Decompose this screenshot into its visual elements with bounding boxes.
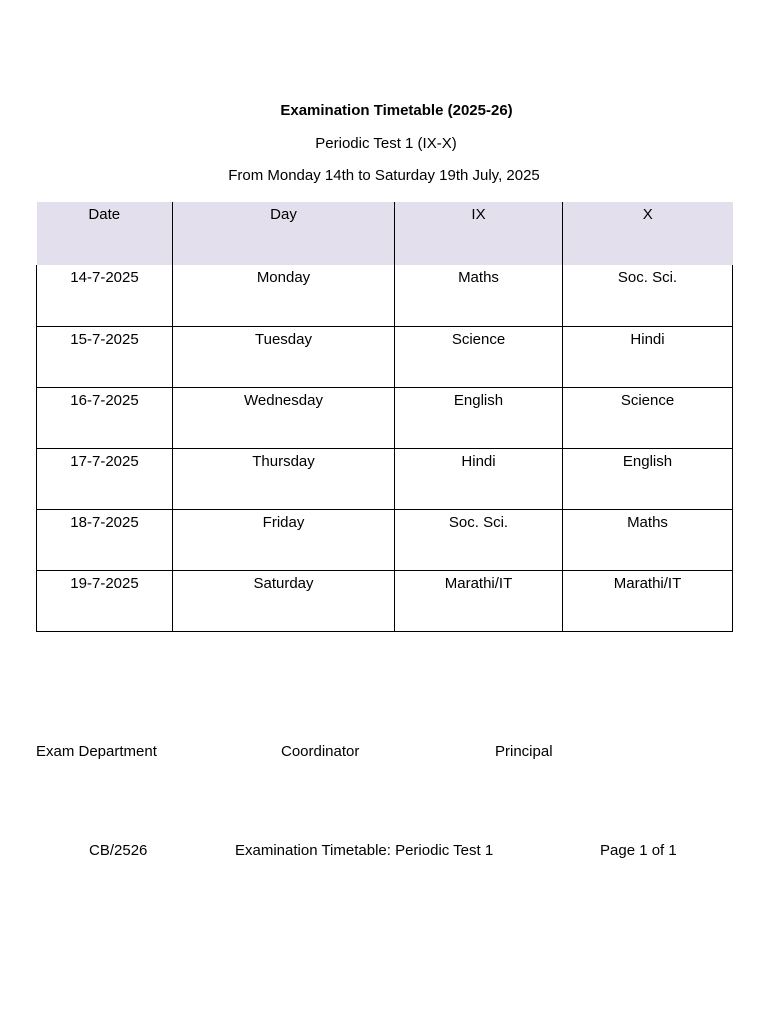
cell-ix-subject: Hindi: [395, 448, 563, 509]
cell-x-subject: Soc. Sci.: [563, 265, 733, 326]
column-header-day: Day: [173, 202, 395, 265]
signature-principal: Principal: [495, 743, 553, 760]
column-header-ix: IX: [395, 202, 563, 265]
cell-ix-subject: English: [395, 387, 563, 448]
cell-day: Thursday: [173, 448, 395, 509]
table-row: [37, 570, 733, 631]
cell-day: Saturday: [173, 570, 395, 631]
timetable: [36, 202, 733, 632]
document-title: Examination Timetable (2025-26): [280, 102, 513, 119]
cell-day: Monday: [173, 265, 395, 326]
cell-x-subject: Maths: [563, 509, 733, 570]
cell-ix-subject: Soc. Sci.: [395, 509, 563, 570]
footer-document-code: CB/2526: [89, 842, 148, 859]
cell-date: 14-7-2025: [37, 265, 173, 326]
column-header-x: X: [563, 202, 733, 265]
footer-document-title: Examination Timetable: Periodic Test 1: [235, 842, 494, 859]
cell-day: Wednesday: [173, 387, 395, 448]
table-header-row: [37, 202, 733, 265]
cell-x-subject: English: [563, 448, 733, 509]
table-row: [37, 448, 733, 509]
column-header-date: Date: [37, 202, 173, 265]
cell-day: Friday: [173, 509, 395, 570]
footer-page-number: Page 1 of 1: [600, 842, 677, 859]
cell-day: Tuesday: [173, 326, 395, 387]
cell-ix-subject: Maths: [395, 265, 563, 326]
cell-x-subject: Marathi/IT: [563, 570, 733, 631]
cell-x-subject: Science: [563, 387, 733, 448]
table-row: [37, 509, 733, 570]
date-range: From Monday 14th to Saturday 19th July, 2025: [228, 167, 540, 184]
cell-ix-subject: Marathi/IT: [395, 570, 563, 631]
table-row: [37, 265, 733, 326]
table-row: [37, 326, 733, 387]
table-row: [37, 387, 733, 448]
signature-exam-department: Exam Department: [36, 743, 157, 760]
cell-date: 18-7-2025: [37, 509, 173, 570]
signature-coordinator: Coordinator: [281, 743, 360, 760]
cell-date: 15-7-2025: [37, 326, 173, 387]
cell-date: 16-7-2025: [37, 387, 173, 448]
cell-x-subject: Hindi: [563, 326, 733, 387]
cell-date: 17-7-2025: [37, 448, 173, 509]
cell-date: 19-7-2025: [37, 570, 173, 631]
cell-ix-subject: Science: [395, 326, 563, 387]
document-subtitle: Periodic Test 1 (IX-X): [315, 135, 457, 152]
